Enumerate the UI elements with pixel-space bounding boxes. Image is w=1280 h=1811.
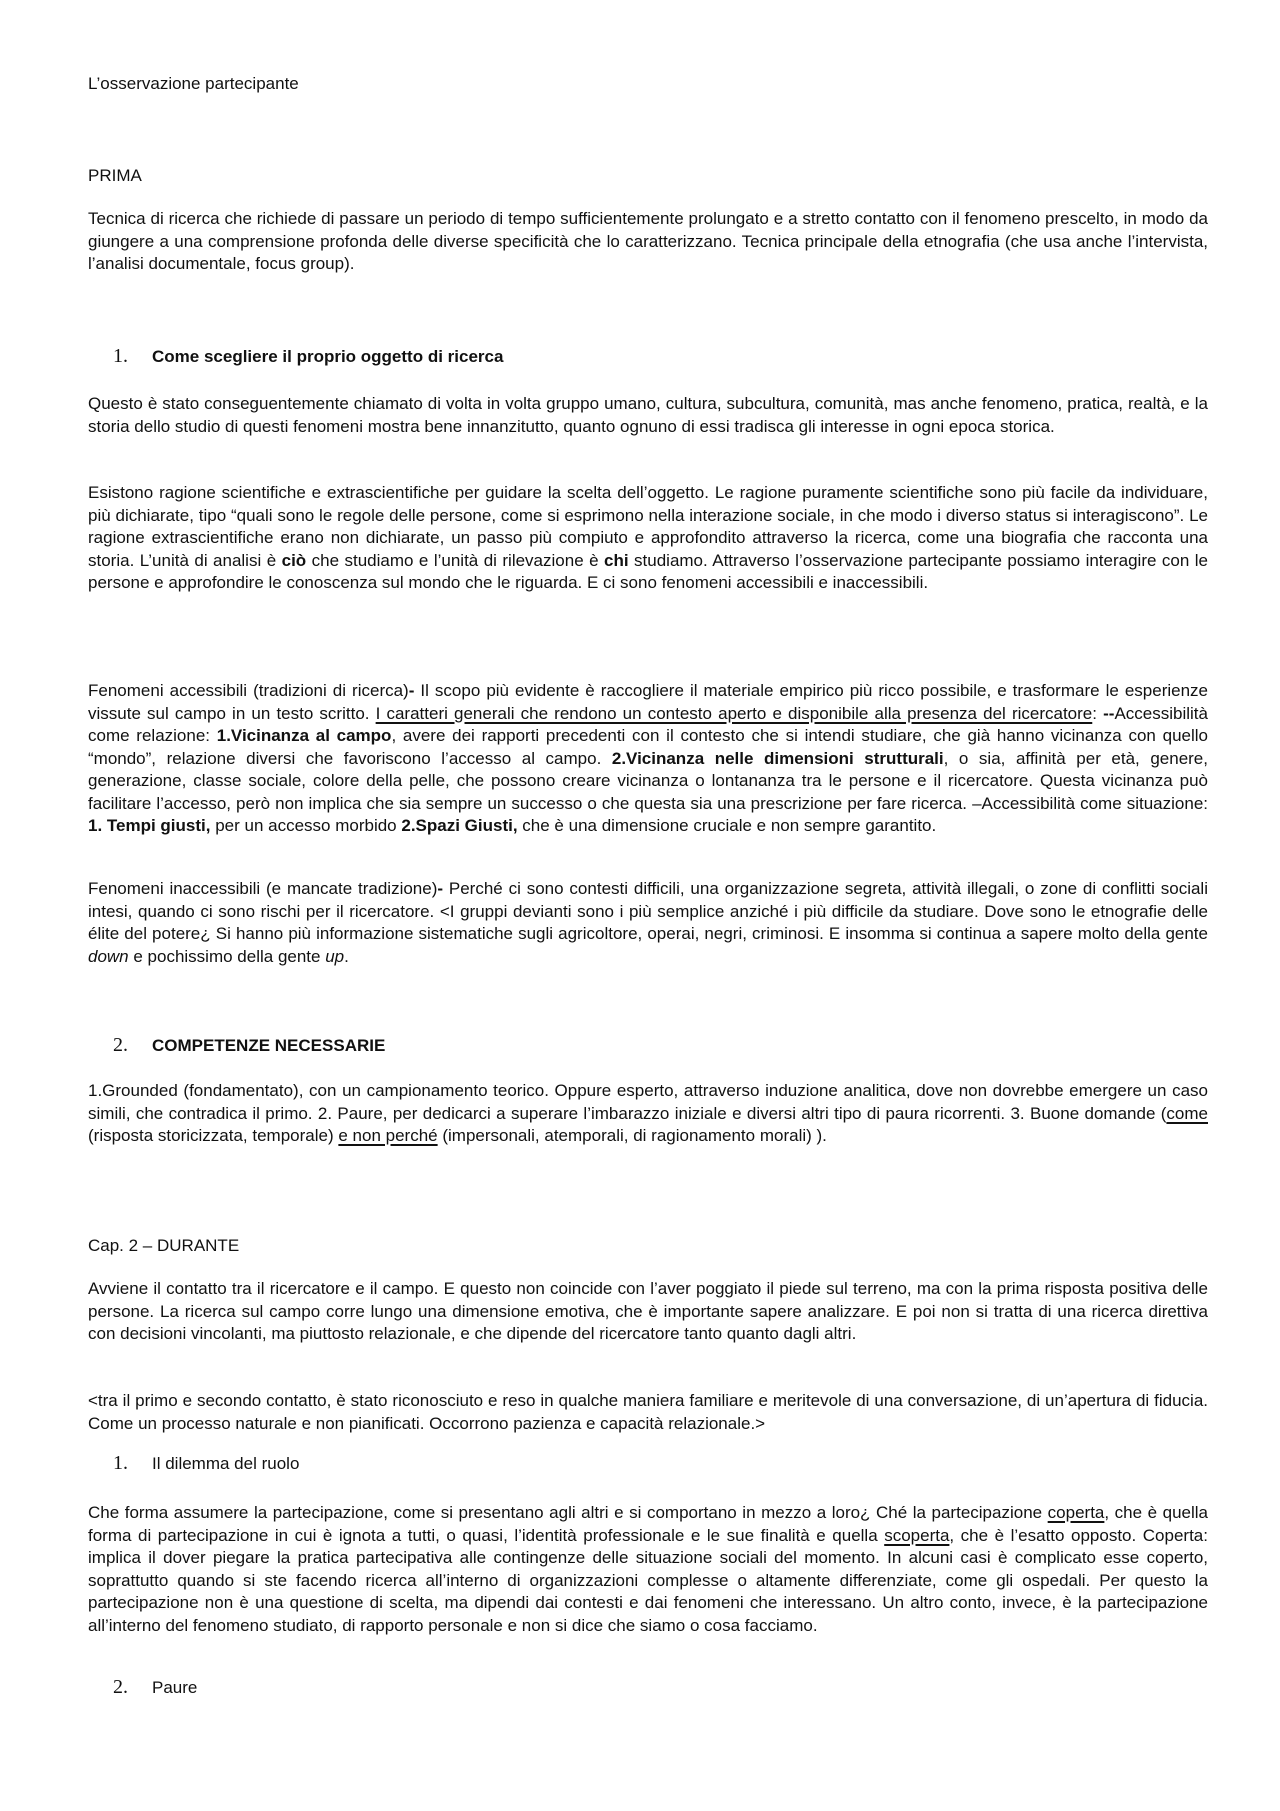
section-1-title: Come scegliere il proprio oggetto di ricerca [152,347,504,366]
chapter-2-paragraph-2: <tra il primo e secondo contatto, è stato riconosciuto e reso in qualche maniera familiare e meritevole di una conversazione, di un’apertura di fiducia. Come un processo naturale e non pianificati. Occorrono pazienza e capacità relazionale.> [88,1391,1208,1433]
inaccessible-phenomena-paragraph: Fenomeni inaccessibili (e mancate tradizione)- Perché ci sono contesti difficili, una organizzazione segreta, attività illegali, o zone di conflitti sociali intesi, quando ci sono rischi per il ricercatore. <I gruppi devianti sono i più semplice anziché i più difficile da studiare. Dove sono le etnografie delle élite del potere¿ Si hanno più informazione sistematiche sugli agricoltore, operai, negri, criminosi. E insomma si continua a sapere molto della gente down e pochissimo della gente up. [88,879,1208,966]
section-2-heading [88,1034,385,1057]
section-1-paragraph-1: Questo è stato conseguentemente chiamato di volta in volta gruppo umano, cultura, subcultura, comunità, mas anche fenomeno, pratica, realtà, e la storia dello studio di questi fenomeni mostra bene innanzitutto, quanto ognuno di essi tradisca gli interesse in ogni epoca storica. [88,394,1208,436]
section-2-title: COMPETENZE NECESSARIE [152,1036,386,1055]
section-1-number: 1. [113,345,128,367]
accessible-phenomena-paragraph: Fenomeni accessibili (tradizioni di ricerca)- Il scopo più evidente è raccogliere il materiale empirico più ricco possibile, e trasformare le esperienze vissute sul campo in un testo scritto. I caratteri generali che rendono un contesto aperto e disponibile alla presenza del ricercatore: --Accessibilità come relazione: 1.Vicinanza al campo, avere dei rapporti precedenti con il contesto che si intendi studiare, che già hanno vicinanza con quello “mondo”, relazione diversi che favoriscono l’accesso al campo. 2.Vicinanza nelle dimensioni strutturali, o sia, affinità per età, genere, generazione, classe sociale, colore della pelle, che possono creare vicinanza o lontananza tra le persone e il ricercatore. Questa vicinanza può facilitare l’accesso, però non implica che sia sempre un successo o che questa sia una prescrizione per fare ricerca. –Accessibilità come situazione: 1. Tempi giusti, per un accesso morbido 2.Spazi Giusti, che è una dimensione cruciale e non sempre garantito. [88,681,1209,835]
chapter-2-heading: Cap. 2 – DURANTE [88,1236,240,1255]
subsection-2-heading [88,1676,197,1699]
role-dilemma-paragraph: Che forma assumere la partecipazione, come si presentano agli altri e si comportano in mezzo a loro¿ Ché la partecipazione coperta, che è quella forma di partecipazione in cui è ignota a tutti, o quasi, l’identità professionale e le sue finalità e quella scoperta, che è l’esatto opposto. Coperta: implica il dover piegare la pratica partecipativa alle contingenze delle situazione sociali del momento. In alcuni casi è complicato esse coperto, soprattutto quando si ste facendo ricerca all’interno di organizzazioni complesse o altamente differenziate, come gli ospedali. Per questo la partecipazione non è una questione di scelta, ma dipendi dai contesti e dai fenomeni che interessano. Un altro conto, invece, è la partecipazione all’interno del fenomeno studiato, di rapporto personale e non si dice che siamo o cosa facciamo. [88,1503,1208,1635]
subsection-2-title: Paure [152,1678,198,1697]
subsection-2-number: 2. [113,1676,128,1698]
section-2-paragraph: 1.Grounded (fondamentato), con un campionamento teorico. Oppure esperto, attraverso induzione analitica, dove non dovrebbe emergere un caso simili, che contradica il primo. 2. Paure, per dedicarci a superare l’imbarazzo iniziale e diversi altri tipo di paura ricorrenti. 3. Buone domande (come (risposta storicizzata, temporale) e non perché (impersonali, atemporali, di ragionamento morali) ). [88,1081,1208,1145]
subsection-1-title: Il dilemma del ruolo [152,1454,300,1473]
chapter-2-paragraph-1: Avviene il contatto tra il ricercatore e il campo. E questo non coincide con l’aver poggiato il piede sul terreno, ma con la prima risposta positiva delle persone. La ricerca sul campo corre lungo una dimensione emotiva, che è importante sapere analizzare. E poi non si tratta di una ricerca direttiva con decisioni vincolanti, ma piuttosto relazionale, e che dipende del ricercatore tanto quanto dagli altri. [88,1279,1208,1343]
subsection-1-number: 1. [113,1452,128,1474]
section-1-paragraph-2: Esistono ragione scientifiche e extrascientifiche per guidare la scelta dell’oggetto. Le ragione puramente scientifiche sono più facile da individuare, più dichiarate, tipo “quali sono le regole delle persone, come si esprimono nella interazione sociale, in che modo i diverso status si interagiscono”. Le ragione extrascientifiche erano non dichiarate, un passo più compiuto e approfondito attraverso la ricerca, come una biografia che racconta una storia. L’unità di analisi è ciò che studiamo e l’unità di rilevazione è chi studiamo. Attraverso l’osservazione partecipante possiamo interagire con le persone e approfondire le conoscenza sul mondo che le riguarda. E ci sono fenomeni accessibili e inaccessibili. [88,483,1208,592]
document-title: L’osservazione partecipante [88,74,299,93]
section-heading-prima: PRIMA [88,166,142,185]
underlined-general-traits: I caratteri generali che rendono un contesto aperto e disponibile alla presenza del ricercatore [375,703,1093,723]
prima-intro-paragraph: Tecnica di ricerca che richiede di passare un periodo di tempo sufficientemente prolungato e a stretto contatto con il fenomeno prescelto, in modo da giungere a una comprensione profonda delle diverse specificità che lo caratterizzano. Tecnica principale della etnografia (che usa anche l’intervista, l’analisi documentale, focus group). [88,209,1208,273]
section-1-heading [88,345,503,368]
section-2-number: 2. [113,1034,128,1056]
subsection-1-heading [88,1452,299,1475]
